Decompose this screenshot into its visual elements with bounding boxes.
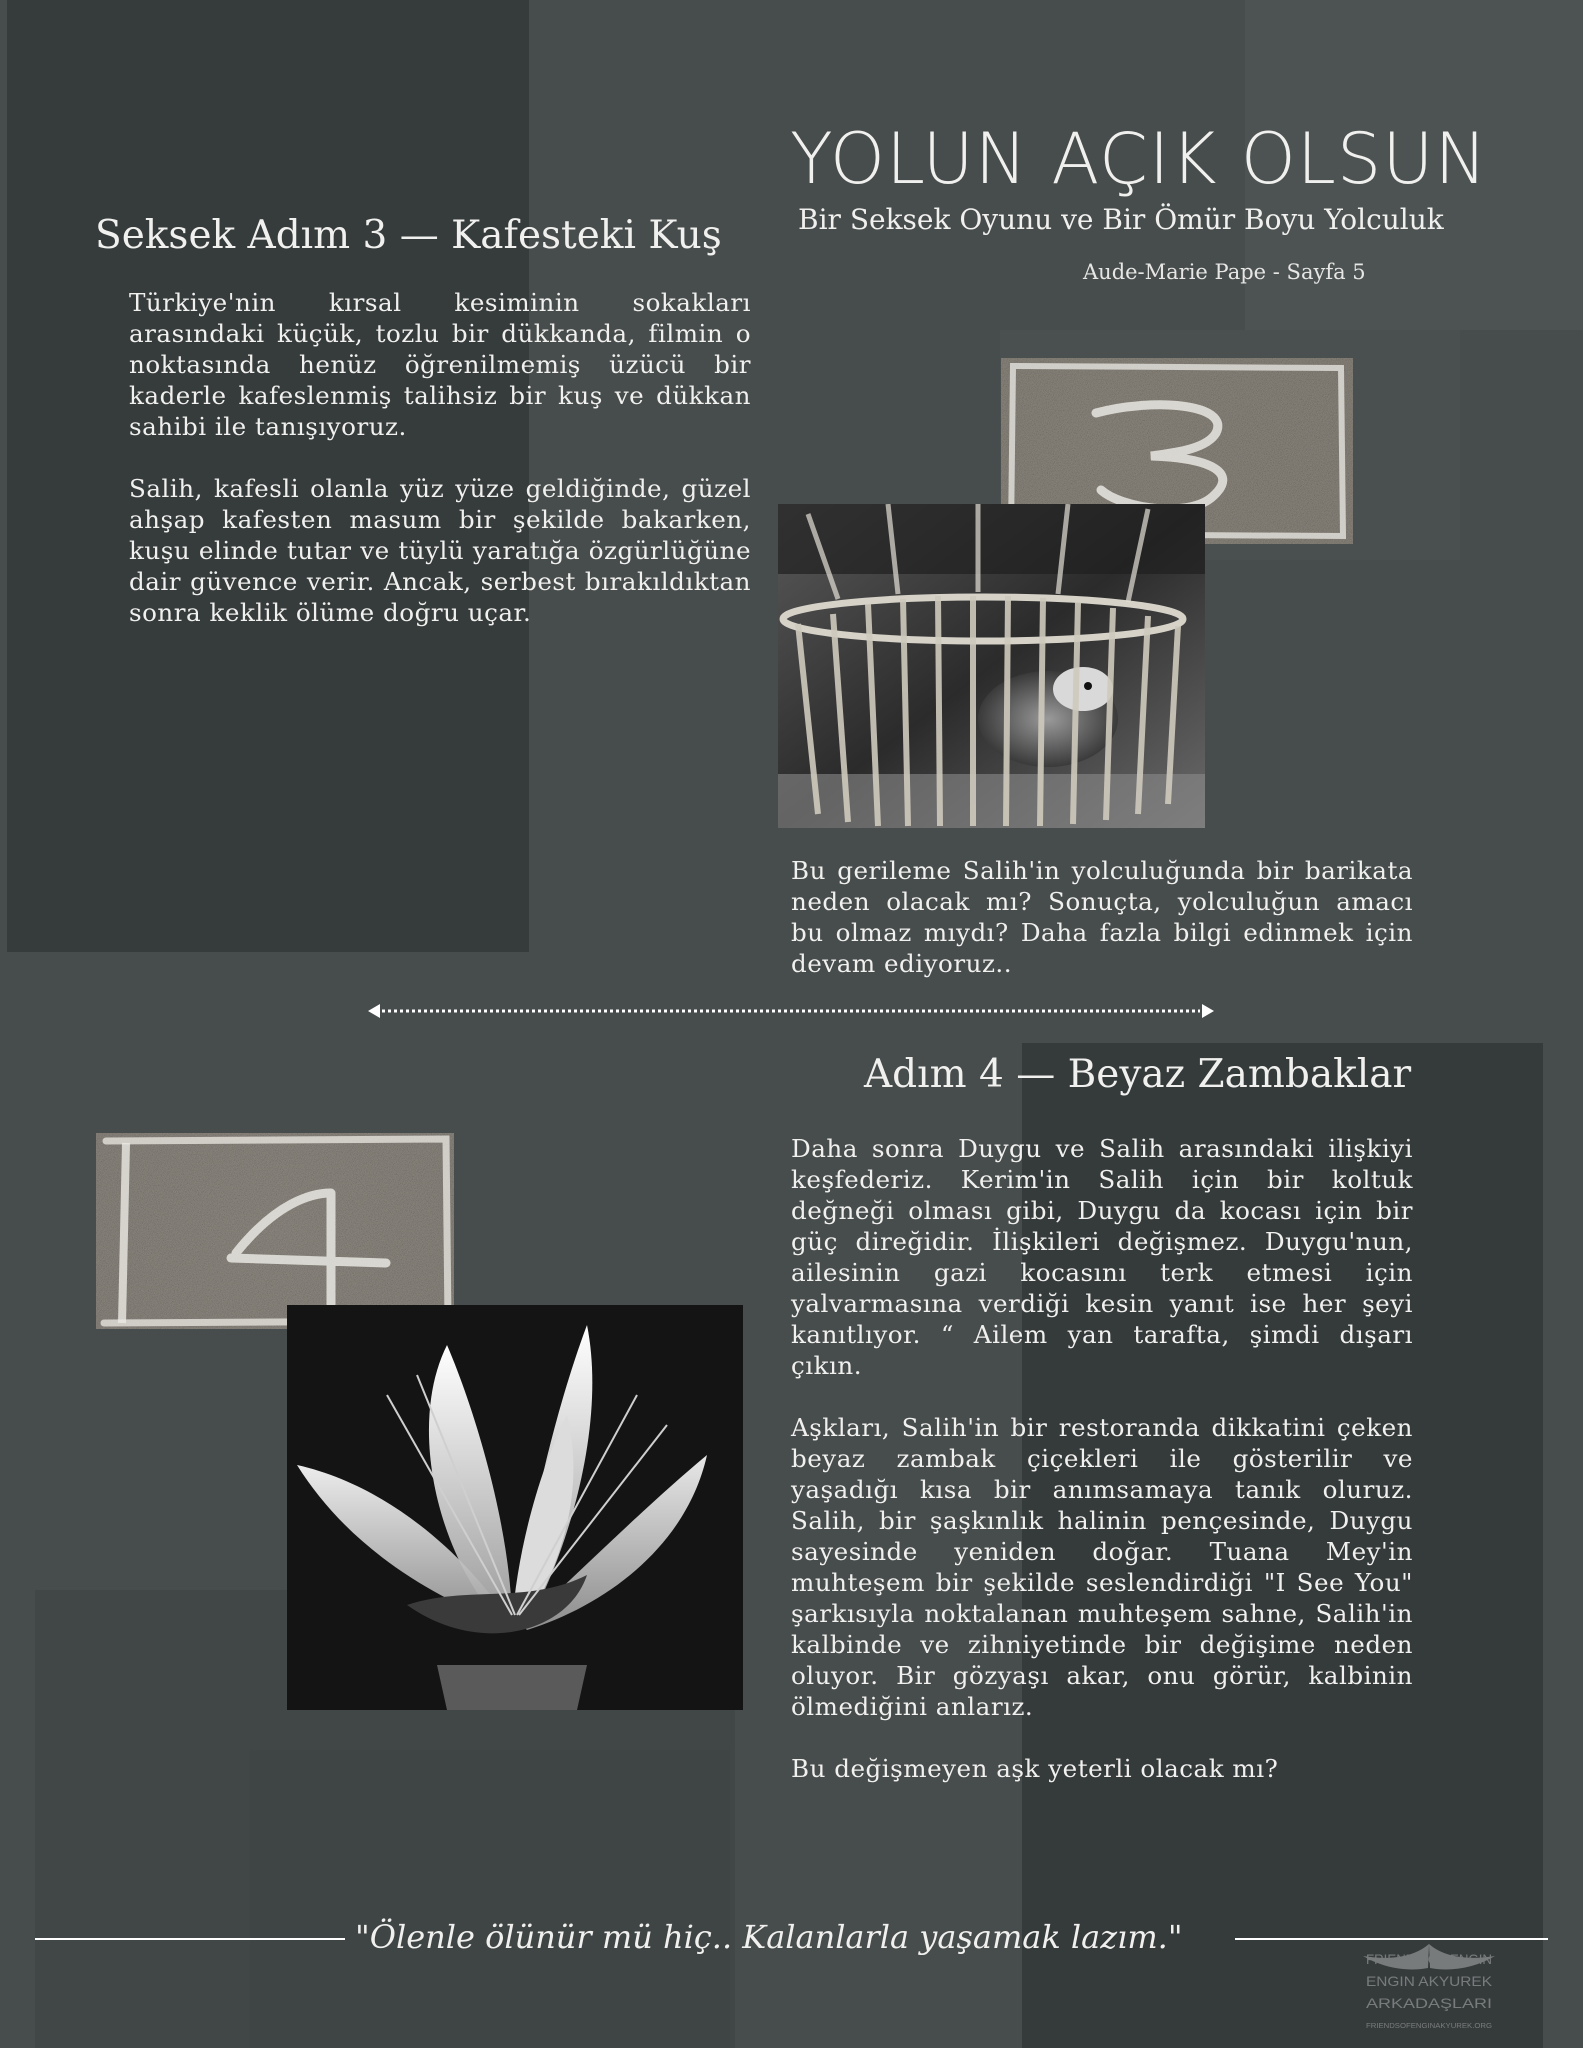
closing-quote: "Ölenle ölünür mü hiç.. Kalanlarla yaşamak lazım." — [355, 1918, 1183, 1956]
step3-followup — [791, 855, 1413, 1010]
double-arrow-divider-icon — [368, 1003, 1214, 1019]
logo-line3: ARKADAŞLARI — [1366, 1995, 1492, 2011]
step4-paragraph: Bu değişmeyen aşk yeterli olacak mı? — [791, 1754, 1279, 1783]
followup-paragraph: Bu gerileme Salih'in yolculuğunda bir barikata neden olacak mı? Sonuçta, yolculuğun amacı bu olmaz mıydı? Daha fazla bilgi edinmek için devam ediyoruz.. — [791, 856, 1413, 978]
page-title: YOLUN AÇIK OLSUN — [790, 118, 1488, 200]
step3-heading: Seksek Adım 3 — Kafesteki Kuş — [95, 213, 722, 258]
white-lilies-photo — [287, 1305, 743, 1710]
step4-paragraph: Aşkları, Salih'in bir restoranda dikkatini çeken beyaz zambak çiçekleri ile gösterilir ve yaşadığı kısa bir anımsamaya tanık oluruz. Salih, bir şaşkınlık halinin pençesinde, Duygu sayesinde yeniden doğar. Tuana Mey'in muhteşem bir şekilde seslendirdiği "I See You" şarkısıyla noktalanan muhteşem sahne, Salih'in kalbinde ve zihniyetinde bir değişime neden oluyor. Bir gözyaşı akar, onu görür, kalbinin ölmediğini anlarız. — [791, 1413, 1413, 1721]
mid-bottom-panel — [250, 1750, 730, 2048]
logo-url: FRIENDSOFENGINAKYUREK.ORG — [1366, 2023, 1492, 2030]
author-page: Aude-Marie Pape - Sayfa 5 — [1083, 260, 1366, 284]
step4-body — [791, 1133, 1413, 1815]
step3-paragraph: Salih, kafesli olanla yüz yüze geldiğinde, güzel ahşap kafesten masum bir şekilde bakarken, kuşu elinde tutar ve tüylü yaratığa özgürlüğüne dair güvence verir. Ancak, serbest bırakıldıktan sonra keklik ölüme doğru uçar. — [129, 474, 751, 627]
step4-paragraph: Daha sonra Duygu ve Salih arasındaki ilişkiyi keşfederiz. Kerim'in Salih için bir koltuk değneği olması gibi, Duygu da kocası için bir güç direğidir. İlişkileri değişmez. Duygu'nun, ailesinin gazi kocasını terk etmesi için yalvarmasına verdiği kesin yanıt ise her şeyi kanıtlıyor. “ Ailem yan tarafta, şimdi dışarı çıkın. — [791, 1134, 1413, 1380]
logo-line2: ENGIN AKYUREK — [1366, 1973, 1493, 1989]
step3-paragraph: Türkiye'nin kırsal kesiminin sokakları arasındaki küçük, tozlu bir dükkanda, filmin o noktasında henüz öğrenilmemiş üzücü bir kaderle kafeslenmiş talihsiz bir kuş ve dükkan sahibi ile tanışıyoruz. — [129, 288, 751, 441]
step3-body — [129, 287, 751, 659]
page-subtitle: Bir Seksek Oyunu ve Bir Ömür Boyu Yolculuk — [798, 203, 1444, 236]
chalk-number-4-image — [96, 1133, 454, 1329]
bird-cage-photo — [778, 504, 1205, 828]
step4-heading: Adım 4 — Beyaz Zambaklar — [864, 1052, 1412, 1097]
wing-logo-icon — [1358, 1938, 1500, 2038]
logo-line1: FRIENDS OF ENGIN — [1366, 1951, 1492, 1967]
